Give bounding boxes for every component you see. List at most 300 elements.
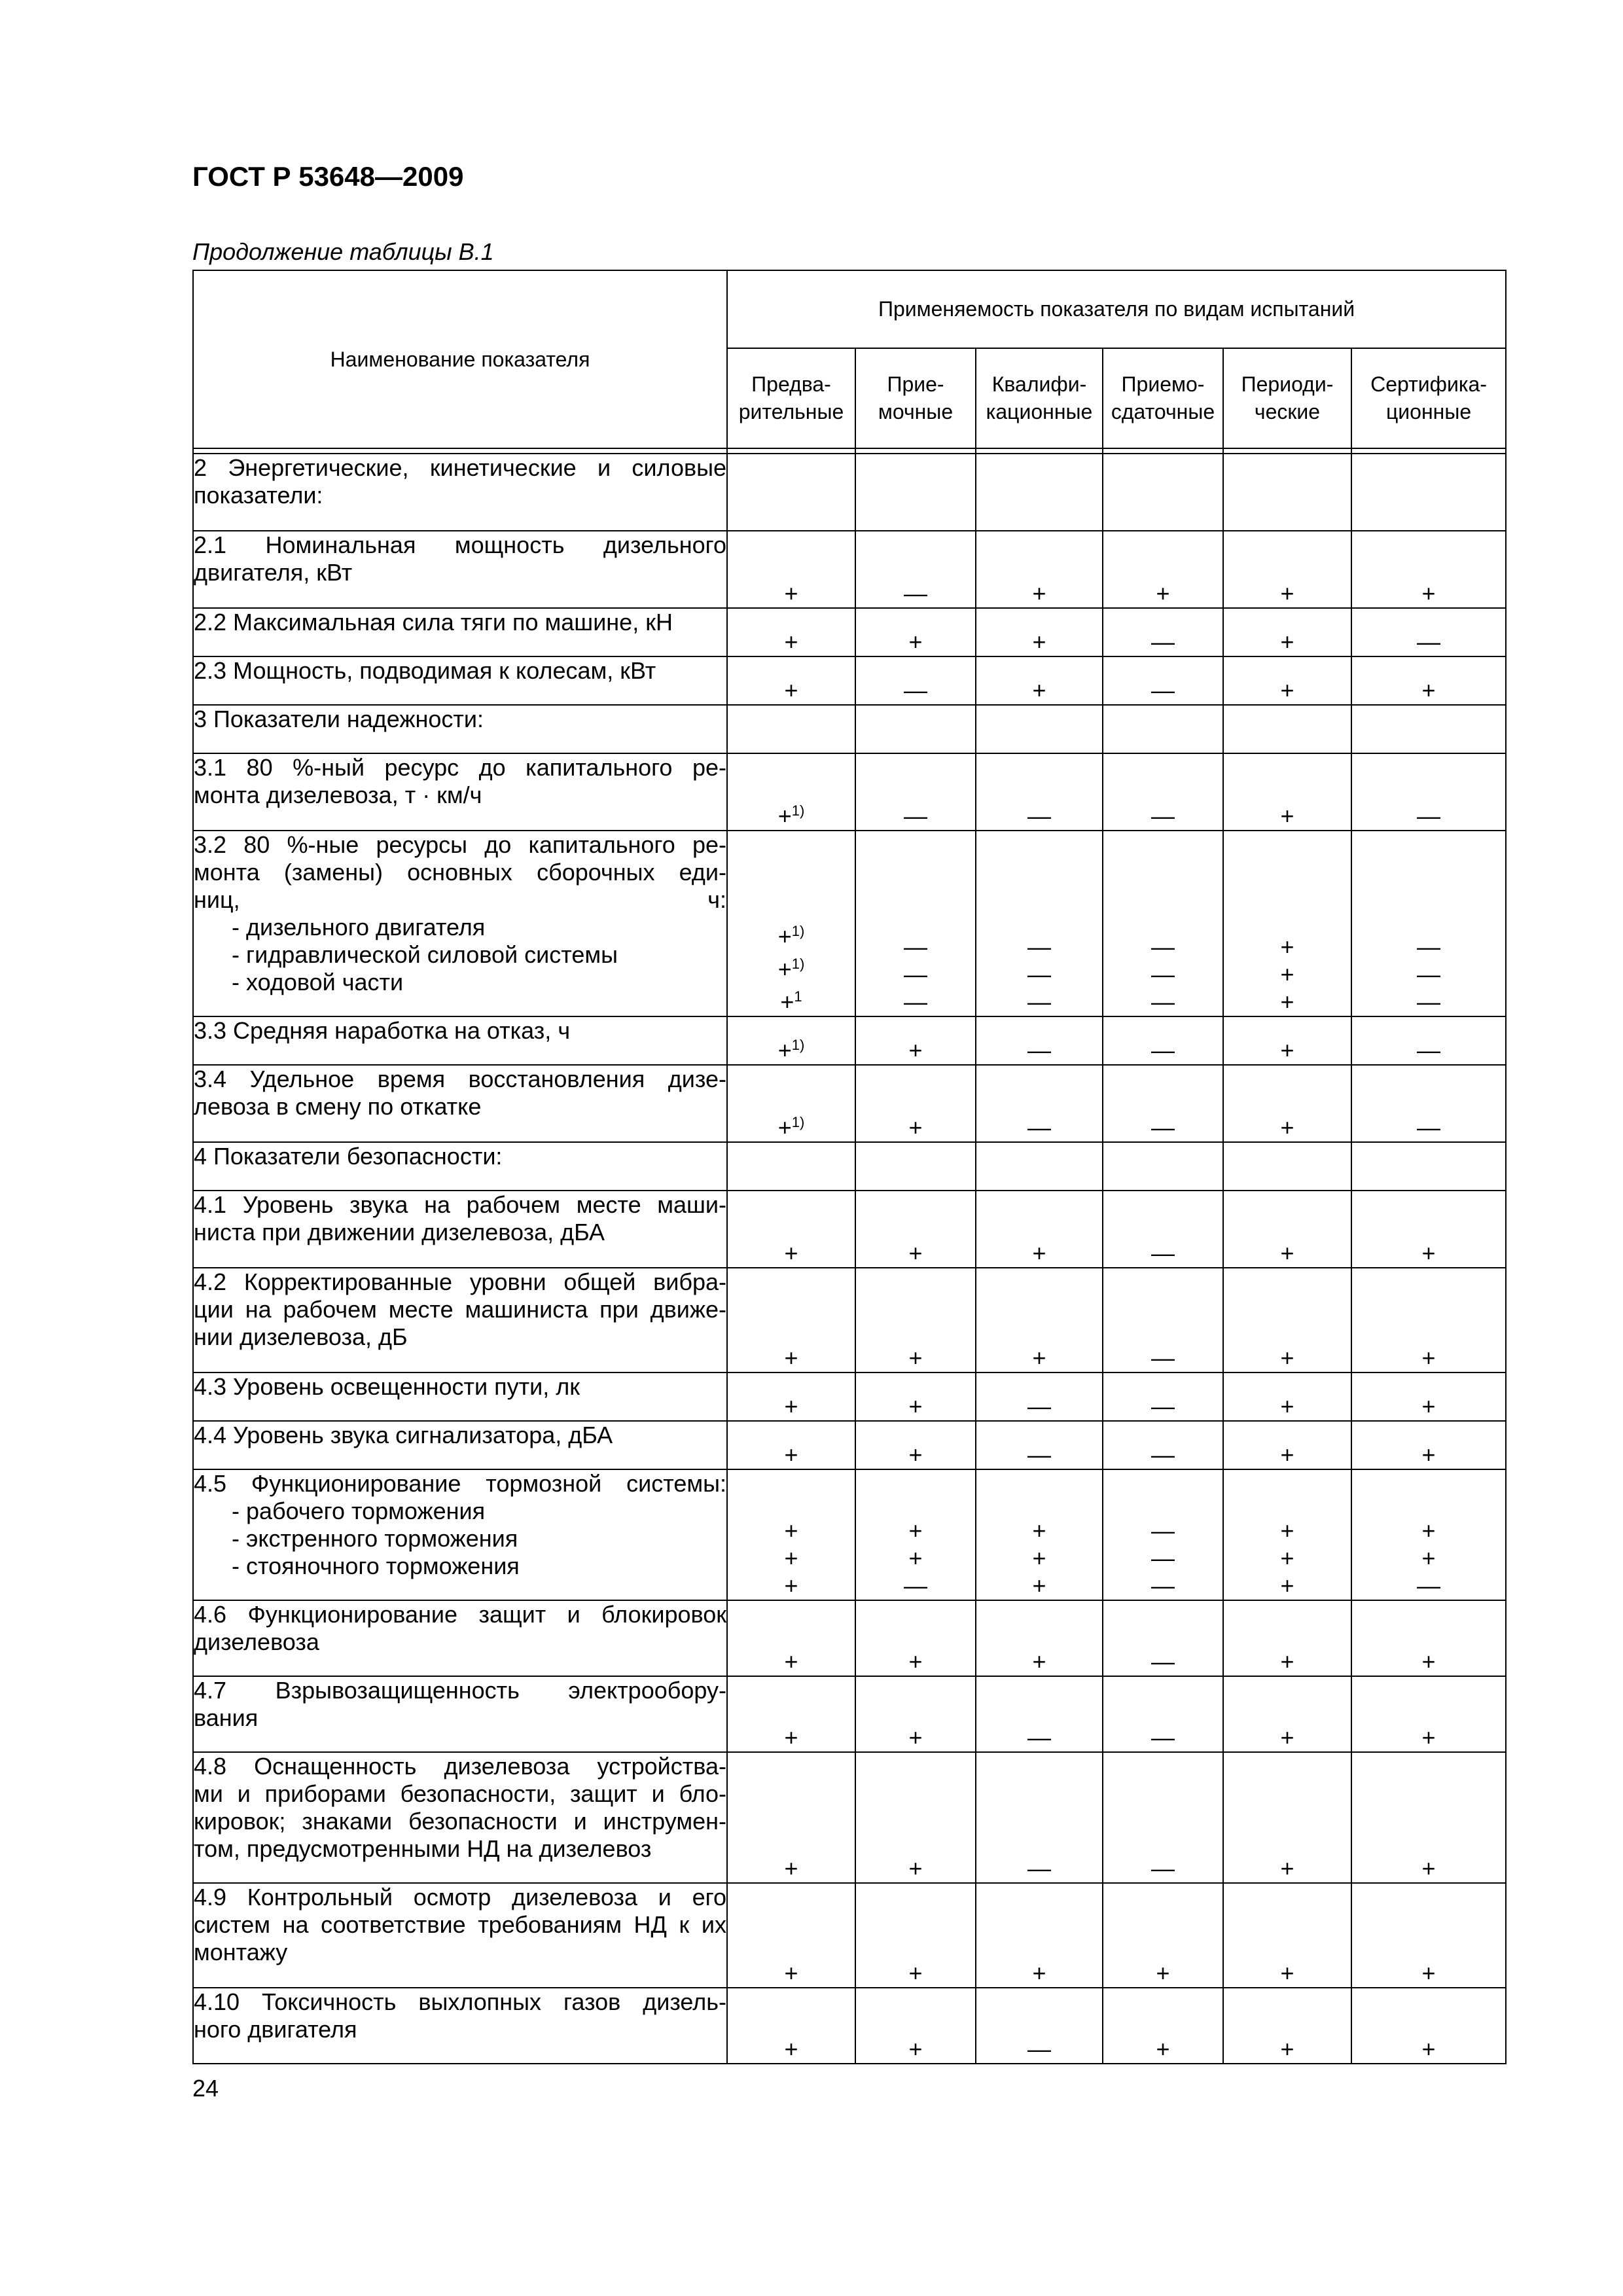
applicability-mark: + (1421, 1393, 1436, 1420)
applicability-cell (1223, 1191, 1351, 1268)
applicability-mark: + (1280, 802, 1294, 829)
applicability-cell (727, 1752, 855, 1883)
applicability-mark: + (1421, 1855, 1436, 1882)
applicability-mark: — (904, 1572, 927, 1599)
applicability-cell (1103, 1268, 1223, 1372)
applicability-cell (1103, 656, 1223, 705)
page-number: 24 (192, 2075, 219, 2102)
applicability-cell (976, 753, 1103, 831)
footnote-ref: 1 (794, 988, 802, 1005)
column-header-line: рительные (738, 400, 844, 424)
applicability-cell (727, 454, 855, 531)
applicability-cell (727, 1469, 855, 1600)
column-header (1351, 348, 1506, 448)
applicability-cell (1351, 1421, 1506, 1469)
applicability-cell (1103, 1600, 1223, 1676)
applicability-cell (976, 1065, 1103, 1142)
indicator-name-line: 3.1 80 %-ный ресурс до капитального ре- (194, 754, 726, 781)
applicability-cell (1223, 1469, 1351, 1600)
applicability-cell (1103, 454, 1223, 531)
indicator-name (193, 1016, 727, 1065)
indicator-name (193, 1752, 727, 1883)
indicator-name-line: ции на рабочем месте машиниста при движе- (194, 1296, 726, 1323)
applicability-mark: + (1421, 1545, 1436, 1571)
table-row (193, 1752, 1506, 1883)
indicators-table (192, 270, 1507, 2064)
applicability-mark: + (908, 1960, 923, 1986)
applicability-cell (1103, 1988, 1223, 2064)
table-caption: Продолжение таблицы В.1 (192, 238, 494, 265)
applicability-mark: — (1151, 1572, 1175, 1599)
applicability-mark: + (908, 1545, 923, 1571)
applicability-cell (855, 454, 976, 531)
applicability-mark: — (1027, 933, 1051, 960)
applicability-cell (976, 1268, 1103, 1372)
applicability-cell (727, 656, 855, 705)
applicability-mark: + (1032, 628, 1046, 655)
applicability-mark (728, 1109, 855, 1141)
applicability-cell (1223, 831, 1351, 1016)
applicability-mark: + (1280, 988, 1294, 1015)
applicability-cell (727, 1600, 855, 1676)
table-row (193, 1016, 1506, 1065)
applicability-mark: + (784, 1648, 798, 1675)
table-row (193, 531, 1506, 608)
applicability-mark: + (1421, 1441, 1436, 1468)
indicator-name-line: 4.6 Функционирование защит и блокировок (194, 1601, 726, 1628)
applicability-mark: — (1151, 1855, 1175, 1882)
applicability-mark: + (1421, 2036, 1436, 2062)
applicability-cell (1103, 1016, 1223, 1065)
applicability-cell (1351, 1268, 1506, 1372)
applicability-mark: — (1417, 1114, 1441, 1141)
table-row (193, 831, 1506, 1016)
applicability-mark: + (908, 1037, 923, 1064)
applicability-cell (727, 831, 855, 1016)
applicability-mark: + (1156, 1960, 1170, 1986)
applicability-cell (1351, 454, 1506, 531)
applicability-cell (1103, 1065, 1223, 1142)
applicability-cell (1351, 1883, 1506, 1988)
mark-symbol: + (777, 1114, 792, 1141)
applicability-mark: — (1417, 802, 1441, 829)
indicator-name-line: 4.10 Токсичность выхлопных газов дизель- (194, 1988, 726, 2015)
applicability-cell (1351, 1191, 1506, 1268)
table-row (193, 1142, 1506, 1191)
table-row (193, 656, 1506, 705)
applicability-mark: + (1280, 2036, 1294, 2062)
applicability-cell (855, 1421, 976, 1469)
applicability-mark: + (1032, 1344, 1046, 1371)
applicability-mark: + (1280, 1545, 1294, 1571)
applicability-cell (855, 1883, 976, 1988)
indicator-name (193, 831, 727, 1016)
applicability-cell (976, 608, 1103, 656)
applicability-cell (1351, 705, 1506, 753)
column-header-line: Периоди- (1241, 372, 1334, 397)
indicator-name-line: 4.4 Уровень звука сигнализатора, дБА (194, 1422, 613, 1448)
applicability-cell (1351, 656, 1506, 705)
applicability-cell (1103, 608, 1223, 656)
applicability-mark: + (1421, 1724, 1436, 1751)
applicability-mark: — (1151, 802, 1175, 829)
applicability-mark: + (1280, 1724, 1294, 1751)
applicability-cell (727, 1421, 855, 1469)
applicability-mark: + (1156, 2036, 1170, 2062)
applicability-mark: — (1027, 1855, 1051, 1882)
applicability-mark: — (1151, 933, 1175, 960)
applicability-cell (855, 1600, 976, 1676)
applicability-mark: — (1417, 988, 1441, 1015)
applicability-mark: + (1032, 1517, 1046, 1544)
applicability-cell (976, 1752, 1103, 1883)
applicability-mark: — (1027, 961, 1051, 988)
indicator-name (193, 1191, 727, 1268)
applicability-mark: + (1280, 1855, 1294, 1882)
applicability-mark: + (784, 1393, 798, 1420)
applicability-cell (1351, 1600, 1506, 1676)
mark-symbol: + (777, 802, 792, 829)
applicability-cell (727, 1883, 855, 1988)
applicability-mark: + (908, 1114, 923, 1141)
applicability-cell (855, 1469, 976, 1600)
applicability-cell (855, 1988, 976, 2064)
applicability-cell (1223, 1142, 1351, 1191)
applicability-cell (727, 531, 855, 608)
applicability-mark: — (1027, 988, 1051, 1015)
indicator-name-line: двигателя, кВт (194, 559, 353, 586)
applicability-cell (1223, 753, 1351, 831)
indicator-name-line: 2.2 Максимальная сила тяги по машине, кН (194, 609, 673, 636)
applicability-mark: — (904, 677, 927, 704)
table-row (193, 1372, 1506, 1421)
indicator-sub-item: - экстренного торможения (232, 1525, 518, 1552)
indicator-sub-item: - ходовой части (232, 969, 404, 996)
applicability-mark: — (1151, 1724, 1175, 1751)
column-header-line: Прие- (887, 372, 944, 397)
indicator-name (193, 1600, 727, 1676)
applicability-cell (976, 1016, 1103, 1065)
applicability-cell (855, 753, 976, 831)
indicator-name-line: монтажу (194, 1939, 288, 1965)
applicability-cell (1351, 1988, 1506, 2064)
applicability-cell (976, 1600, 1103, 1676)
applicability-mark: + (1280, 1960, 1294, 1986)
applicability-cell (855, 1191, 976, 1268)
applicability-mark: — (1151, 1517, 1175, 1544)
indicator-name-line: дизелевоза (194, 1628, 319, 1655)
indicator-name (193, 1988, 727, 2064)
applicability-cell (1223, 1752, 1351, 1883)
applicability-mark: + (784, 1960, 798, 1986)
table-row (193, 705, 1506, 753)
applicability-cell (727, 753, 855, 831)
applicability-cell (1351, 1065, 1506, 1142)
applicability-cell (855, 531, 976, 608)
indicator-name-line: нии дизелевоза, дБ (194, 1323, 408, 1350)
applicability-cell (855, 705, 976, 753)
indicator-sub-item: - дизельного двигателя (232, 914, 486, 941)
applicability-cell (1103, 1883, 1223, 1988)
applicability-cell (727, 705, 855, 753)
applicability-cell (855, 656, 976, 705)
applicability-cell (1103, 1191, 1223, 1268)
applicability-mark: + (1280, 961, 1294, 988)
applicability-mark: + (784, 677, 798, 704)
applicability-mark: — (1151, 1240, 1175, 1266)
applicability-cell (727, 608, 855, 656)
indicator-name-line: показатели: (194, 482, 323, 509)
applicability-cell (1223, 1988, 1351, 2064)
table-row (193, 1469, 1506, 1600)
indicator-name-line: 4 Показатели безопасности: (194, 1143, 503, 1170)
applicability-mark: + (1280, 1114, 1294, 1141)
applicability-mark: — (1151, 961, 1175, 988)
applicability-cell (1351, 608, 1506, 656)
indicator-name-line: ного двигателя (194, 2016, 357, 2043)
applicability-mark: + (908, 2036, 923, 2062)
applicability-cell (1223, 1065, 1351, 1142)
indicator-name-line: 2 Энергетические, кинетические и силовые (194, 454, 726, 481)
footnote-ref: 1) (791, 1114, 805, 1130)
applicability-cell (855, 1372, 976, 1421)
indicator-name-line: 2.3 Мощность, подводимая к колесам, кВт (194, 657, 656, 684)
applicability-mark: + (784, 1572, 798, 1599)
indicator-name (193, 531, 727, 608)
applicability-mark: — (1151, 677, 1175, 704)
applicability-cell (1223, 1676, 1351, 1752)
applicability-mark: + (1280, 677, 1294, 704)
applicability-cell (1103, 1676, 1223, 1752)
applicability-cell (976, 1469, 1103, 1600)
applicability-mark: + (908, 1441, 923, 1468)
applicability-mark: + (1280, 580, 1294, 607)
applicability-cell (1223, 656, 1351, 705)
applicability-cell (727, 1016, 855, 1065)
applicability-mark: — (1417, 1037, 1441, 1064)
indicator-name-line: 3.4 Удельное время восстановления дизе- (194, 1066, 726, 1092)
column-header (727, 348, 855, 448)
applicability-cell (1223, 1268, 1351, 1372)
mark-symbol: + (780, 988, 794, 1015)
column-header (976, 348, 1103, 448)
applicability-mark: + (784, 1344, 798, 1371)
table-row (193, 1421, 1506, 1469)
indicator-name-line: 3.3 Средняя наработка на отказ, ч (194, 1017, 571, 1044)
applicability-mark: + (1421, 1517, 1436, 1544)
applicability-cell (727, 1676, 855, 1752)
applicability-mark: + (1032, 1648, 1046, 1675)
applicability-cell (727, 1142, 855, 1191)
column-header-line: ционные (1385, 400, 1472, 424)
footnote-ref: 1) (791, 1037, 805, 1053)
applicability-mark: — (1417, 933, 1441, 960)
applicability-mark: + (908, 1517, 923, 1544)
applicability-cell (855, 1268, 976, 1372)
indicator-name (193, 454, 727, 531)
applicability-cell (1223, 531, 1351, 608)
applicability-mark: — (1027, 1393, 1051, 1420)
applicability-mark: + (1156, 580, 1170, 607)
applicability-cell (855, 608, 976, 656)
applicability-mark: + (1280, 1517, 1294, 1544)
applicability-cell (976, 831, 1103, 1016)
applicability-mark: — (1151, 1114, 1175, 1141)
applicability-mark: + (784, 2036, 798, 2062)
applicability-mark: + (1280, 1648, 1294, 1675)
applicability-mark: — (1151, 628, 1175, 655)
applicability-mark: + (1280, 1393, 1294, 1420)
applicability-mark (728, 797, 855, 830)
applicability-mark: — (1151, 1037, 1175, 1064)
applicability-cell (1103, 1752, 1223, 1883)
footnote-ref: 1) (791, 802, 805, 819)
applicability-cell (1103, 705, 1223, 753)
applicability-mark: — (1027, 1037, 1051, 1064)
indicator-name (193, 1372, 727, 1421)
applicability-mark: + (1032, 677, 1046, 704)
applicability-cell (1103, 1421, 1223, 1469)
column-header-line: мочные (878, 400, 954, 424)
applicability-mark: + (784, 1441, 798, 1468)
applicability-mark: — (1417, 628, 1441, 655)
applicability-mark: + (784, 1240, 798, 1266)
applicability-cell (1351, 753, 1506, 831)
applicability-mark: — (1027, 1114, 1051, 1141)
applicability-mark: + (1421, 1648, 1436, 1675)
applicability-mark: + (908, 1240, 923, 1266)
applicability-mark: + (1032, 1960, 1046, 1986)
table-row (193, 608, 1506, 656)
applicability-cell (855, 1676, 976, 1752)
indicator-name-line: 4.2 Корректированные уровни общей вибра- (194, 1268, 726, 1295)
applicability-cell (976, 1883, 1103, 1988)
indicator-name-line: 2.1 Номинальная мощность дизельного (194, 531, 726, 558)
indicator-name-line: монта (замены) основных сборочных еди- (194, 859, 726, 886)
applicability-cell (1103, 531, 1223, 608)
applicability-mark: + (1280, 933, 1294, 960)
applicability-mark: — (904, 933, 927, 960)
applicability-cell (727, 1372, 855, 1421)
indicator-name-line: 3 Показатели надежности: (194, 706, 484, 732)
applicability-mark: + (1032, 1572, 1046, 1599)
applicability-mark: — (904, 580, 927, 607)
applicability-mark: + (784, 1855, 798, 1882)
applicability-cell (1223, 608, 1351, 656)
applicability-mark: + (784, 1517, 798, 1544)
applicability-cell (1351, 1752, 1506, 1883)
document-title: ГОСТ Р 53648—2009 (192, 161, 464, 192)
applicability-mark: + (908, 1393, 923, 1420)
column-header-line: сдаточные (1111, 400, 1215, 424)
applicability-cell (1351, 1372, 1506, 1421)
applicability-mark (728, 1031, 855, 1064)
table-row (193, 753, 1506, 831)
table-row (193, 1883, 1506, 1988)
applicability-mark: — (904, 961, 927, 988)
indicator-name (193, 1142, 727, 1191)
applicability-cell (727, 1268, 855, 1372)
applicability-mark: + (1421, 677, 1436, 704)
applicability-mark: + (908, 1648, 923, 1675)
applicability-mark: — (1151, 988, 1175, 1015)
indicator-name (193, 1883, 727, 1988)
indicator-name-line: 4.8 Оснащенность дизелевоза устройства- (194, 1753, 726, 1780)
name-column-header: Наименование показателя (193, 270, 727, 448)
applicability-cell (855, 1142, 976, 1191)
applicability-cell (1223, 1883, 1351, 1988)
applicability-cell (976, 531, 1103, 608)
applicability-cell (1223, 1600, 1351, 1676)
test-types-group-header: Применяемость показателя по видам испытаний (727, 270, 1506, 348)
applicability-mark: + (784, 628, 798, 655)
applicability-cell (727, 1191, 855, 1268)
table-row (193, 1676, 1506, 1752)
applicability-cell (1351, 1676, 1506, 1752)
table-row (193, 454, 1506, 531)
indicator-name-line: 4.3 Уровень освещенности пути, лк (194, 1373, 580, 1400)
applicability-mark: — (1027, 1724, 1051, 1751)
applicability-mark: + (908, 628, 923, 655)
indicator-name-line: ми и приборами безопасности, защит и бло- (194, 1780, 726, 1807)
applicability-cell (976, 454, 1103, 531)
indicator-name (193, 656, 727, 705)
applicability-cell (976, 705, 1103, 753)
indicator-name-line: том, предусмотренными НД на дизелевоз (194, 1835, 652, 1862)
column-header (1223, 348, 1351, 448)
column-header-line: Предва- (751, 372, 831, 397)
applicability-cell (1351, 531, 1506, 608)
applicability-mark: — (1417, 961, 1441, 988)
applicability-cell (1223, 1372, 1351, 1421)
footnote-ref: 1) (791, 956, 805, 972)
indicator-name (193, 1268, 727, 1372)
indicator-name (193, 1421, 727, 1469)
indicator-name (193, 608, 727, 656)
applicability-mark: — (1027, 802, 1051, 829)
column-header-line: ческие (1254, 400, 1321, 424)
applicability-mark (728, 983, 855, 1016)
indicator-sub-item: - рабочего торможения (232, 1498, 486, 1524)
indicator-name-line: 4.9 Контрольный осмотр дизелевоза и его (194, 1884, 726, 1910)
applicability-mark: + (908, 1855, 923, 1882)
applicability-mark: + (1280, 1572, 1294, 1599)
applicability-cell (1223, 454, 1351, 531)
applicability-cell (976, 1191, 1103, 1268)
applicability-cell (1103, 831, 1223, 1016)
indicator-name-line: левоза в смену по откатке (194, 1093, 482, 1120)
applicability-mark: — (1151, 1441, 1175, 1468)
applicability-cell (1351, 1142, 1506, 1191)
applicability-mark: — (1417, 1572, 1441, 1599)
table-row (193, 1268, 1506, 1372)
applicability-cell (976, 1142, 1103, 1191)
applicability-cell (1223, 1421, 1351, 1469)
column-header (1103, 348, 1223, 448)
indicator-name-line: монта дизелевоза, т · км/ч (194, 781, 482, 808)
indicator-name (193, 705, 727, 753)
indicator-name-line: ниста при движении дизелевоза, дБА (194, 1219, 605, 1246)
applicability-mark: + (1421, 1240, 1436, 1266)
applicability-cell (1351, 1469, 1506, 1600)
indicator-name (193, 753, 727, 831)
table-row (193, 1988, 1506, 2064)
table-row (193, 1600, 1506, 1676)
applicability-mark: + (1032, 1240, 1046, 1266)
applicability-mark: — (904, 988, 927, 1015)
applicability-mark (728, 950, 855, 983)
applicability-cell (727, 1988, 855, 2064)
